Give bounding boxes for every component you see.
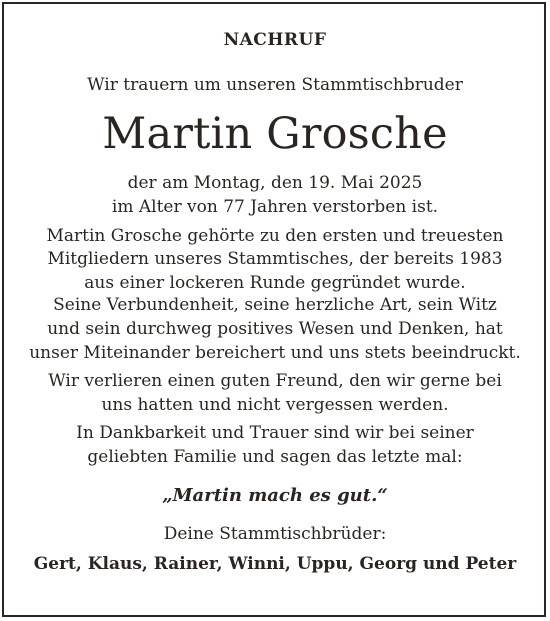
- farewell-quote: „Martin mach es gut.“: [162, 485, 388, 506]
- paragraph-4-line-2: geliebten Familie und sagen das letzte mal:: [87, 447, 463, 467]
- paragraph-1-line-3: aus einer lockeren Runde gegründet wurde.: [84, 273, 466, 293]
- paragraph-1-line-2: Mitgliedern unseres Stammtisches, der bereits 1983: [47, 249, 503, 269]
- age-line: im Alter von 77 Jahren verstorben ist.: [111, 197, 439, 217]
- paragraph-1-line-1: Martin Grosche gehörte zu den ersten und treuesten: [46, 226, 504, 246]
- deceased-name: Martin Grosche: [102, 109, 448, 159]
- death-date-line: der am Montag, den 19. Mai 2025: [127, 173, 423, 193]
- signoff-line: Deine Stammtischbrüder:: [163, 524, 387, 544]
- paragraph-2-line-1: Seine Verbundenheit, seine herzliche Art, sein Witz: [53, 295, 497, 315]
- obituary-heading: NACHRUF: [223, 30, 327, 50]
- paragraph-2-line-2: und sein durchweg positives Wesen und Denken, hat: [47, 319, 503, 339]
- paragraph-4-line-1: In Dankbarkeit und Trauer sind wir bei seiner: [76, 423, 474, 443]
- paragraph-3-line-1: Wir verlieren einen guten Freund, den wir gerne bei: [48, 371, 502, 391]
- paragraph-3-line-2: uns hatten und nicht vergessen werden.: [101, 395, 449, 415]
- mourners-names: Gert, Klaus, Rainer, Winni, Uppu, Georg und Peter: [33, 554, 517, 574]
- paragraph-2-line-3: unser Miteinander bereichert und uns stets beeindruckt.: [29, 343, 521, 363]
- intro-line: Wir trauern um unseren Stammtischbruder: [87, 75, 463, 95]
